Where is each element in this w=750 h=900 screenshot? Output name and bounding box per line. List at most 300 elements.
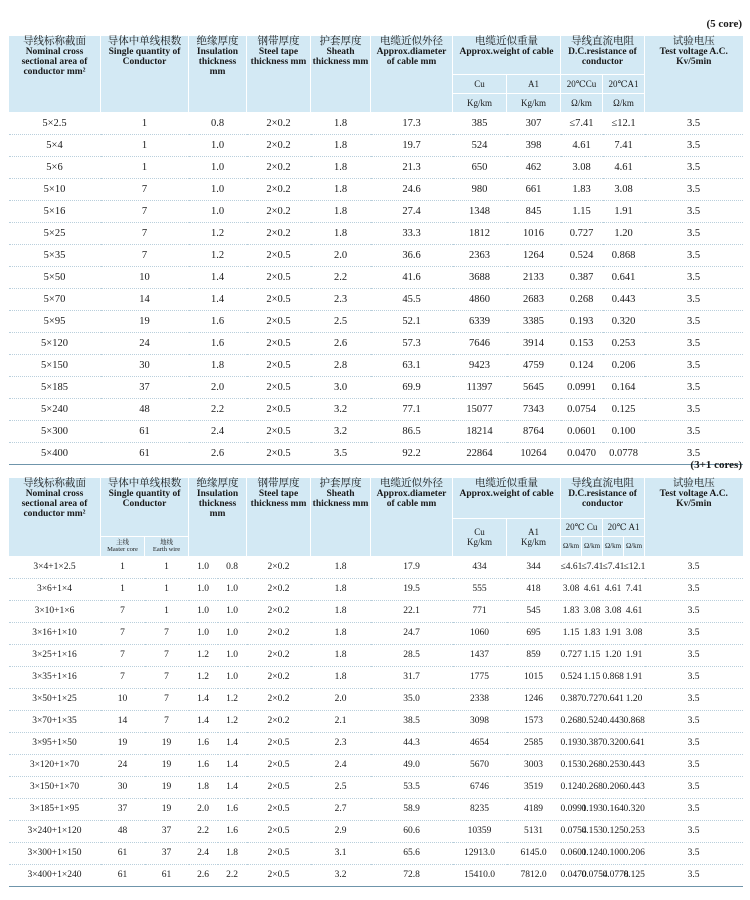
table-cell: 2×0.2 bbox=[247, 156, 311, 178]
table-cell: 0.727 bbox=[582, 688, 603, 710]
table-cell: 1.15 bbox=[561, 622, 582, 644]
table-cell: 1.2 bbox=[189, 666, 218, 688]
table-cell: 545 bbox=[507, 600, 561, 622]
table-cell: 5×6 bbox=[9, 156, 101, 178]
table-row bbox=[9, 754, 743, 776]
header-weight: 电缆近似重量 Approx.weight of cable bbox=[453, 36, 561, 74]
table-row bbox=[9, 842, 743, 864]
table-cell: 37 bbox=[145, 842, 189, 864]
table-cell: 3×70+1×35 bbox=[9, 710, 101, 732]
table-cell: 0.206 bbox=[624, 842, 645, 864]
table-cell: 0.125 bbox=[603, 820, 624, 842]
table-cell: 4.61 bbox=[624, 600, 645, 622]
table-cell: 1.91 bbox=[624, 666, 645, 688]
table-cell: 1 bbox=[101, 156, 189, 178]
table-cell: 3.5 bbox=[645, 864, 743, 886]
table-cell: 2363 bbox=[453, 244, 507, 266]
table-row bbox=[9, 398, 743, 420]
table-cell: 2×0.2 bbox=[247, 178, 311, 200]
table-row bbox=[9, 266, 743, 288]
table-cell: 1.8 bbox=[311, 200, 371, 222]
table-cell: 19 bbox=[145, 732, 189, 754]
table-cell: 19.5 bbox=[371, 578, 453, 600]
table-cell: 17.3 bbox=[371, 112, 453, 134]
table-cell: 2133 bbox=[507, 266, 561, 288]
table-cell: 2×0.5 bbox=[247, 354, 311, 376]
table-cell: 3.5 bbox=[645, 288, 743, 310]
table-cell: 72.8 bbox=[371, 864, 453, 886]
table-cell: 3×35+1×16 bbox=[9, 666, 101, 688]
table-cell: 7343 bbox=[507, 398, 561, 420]
table-cell: 36.6 bbox=[371, 244, 453, 266]
table-cell: 17.9 bbox=[371, 556, 453, 578]
table-cell: 0.8 bbox=[218, 556, 247, 578]
table-cell: 2.5 bbox=[311, 776, 371, 798]
header-unit-ohm-al: Ω/km bbox=[603, 93, 645, 112]
table-cell: 1.0 bbox=[218, 644, 247, 666]
table-cell: 2×0.2 bbox=[247, 578, 311, 600]
table-cell: ≤7.41 bbox=[582, 556, 603, 578]
table-cell: 2×0.2 bbox=[247, 666, 311, 688]
table-cell: 5×400 bbox=[9, 442, 101, 464]
table-cell: 2×0.2 bbox=[247, 200, 311, 222]
table-cell: 45.5 bbox=[371, 288, 453, 310]
table-row bbox=[9, 156, 743, 178]
table-cell: 0.641 bbox=[603, 688, 624, 710]
table-cell: 8764 bbox=[507, 420, 561, 442]
table-cell: 7 bbox=[101, 178, 189, 200]
table-cell: 24 bbox=[101, 754, 145, 776]
table-cell: 1016 bbox=[507, 222, 561, 244]
table-cell: 7.41 bbox=[624, 578, 645, 600]
header-insulation: 绝缘厚度 Insulation thickness mm bbox=[189, 36, 247, 112]
table-cell: 3914 bbox=[507, 332, 561, 354]
table-cell: 0.193 bbox=[561, 310, 603, 332]
table-cell: 41.6 bbox=[371, 266, 453, 288]
table-cell: 1.91 bbox=[624, 644, 645, 666]
table-cell: 1015 bbox=[507, 666, 561, 688]
table-cell: 0.387 bbox=[561, 266, 603, 288]
table-cell: 4189 bbox=[507, 798, 561, 820]
table-row bbox=[9, 776, 743, 798]
header-diameter: 电缆近似外径 Approx.diameter of cable mm bbox=[371, 36, 453, 112]
table-cell: 2.2 bbox=[218, 864, 247, 886]
table-cell: 24.7 bbox=[371, 622, 453, 644]
table-row bbox=[9, 244, 743, 266]
table-cell: 0.0991 bbox=[561, 798, 582, 820]
table-cell: 2×0.2 bbox=[247, 644, 311, 666]
table-cell: 3.5 bbox=[645, 420, 743, 442]
table1-caption: (5 core) bbox=[706, 18, 742, 30]
table-cell: 7 bbox=[145, 710, 189, 732]
table-cell: 3.08 bbox=[624, 622, 645, 644]
table-cell: 5×10 bbox=[9, 178, 101, 200]
table-cell: 8235 bbox=[453, 798, 507, 820]
table-cell: 2×0.5 bbox=[247, 842, 311, 864]
table-cell: 1.8 bbox=[311, 222, 371, 244]
table-cell: 4759 bbox=[507, 354, 561, 376]
table-cell: 24.6 bbox=[371, 178, 453, 200]
table-cell: 69.9 bbox=[371, 376, 453, 398]
table-cell: 0.524 bbox=[561, 244, 603, 266]
table-cell: 1.8 bbox=[311, 600, 371, 622]
table-cell: 0.125 bbox=[624, 864, 645, 886]
table-cell: 37 bbox=[101, 376, 189, 398]
table-cell: 1.4 bbox=[218, 732, 247, 754]
table-cell: 61 bbox=[145, 864, 189, 886]
table-cell: 3.5 bbox=[645, 134, 743, 156]
table-cell: 1.8 bbox=[311, 644, 371, 666]
table-cell: 30 bbox=[101, 776, 145, 798]
table-cell: 28.5 bbox=[371, 644, 453, 666]
table-cell: 2.5 bbox=[311, 310, 371, 332]
table-cell: 3.5 bbox=[645, 710, 743, 732]
table-row bbox=[9, 332, 743, 354]
table-cell: 1.15 bbox=[561, 200, 603, 222]
header-unit-kgkm-cu: Kg/km bbox=[453, 93, 507, 112]
table-cell: 3×6+1×4 bbox=[9, 578, 101, 600]
table-cell: 661 bbox=[507, 178, 561, 200]
table-cell: 3×150+1×70 bbox=[9, 776, 101, 798]
table-cell: 3.5 bbox=[645, 842, 743, 864]
table-cell: 0.443 bbox=[603, 710, 624, 732]
table-cell: 3.2 bbox=[311, 864, 371, 886]
header-cu: Cu bbox=[453, 74, 507, 93]
table-cell: 3.5 bbox=[645, 442, 743, 464]
table-cell: 434 bbox=[453, 556, 507, 578]
table-cell: 0.0601 bbox=[561, 420, 603, 442]
table-cell: 7 bbox=[101, 200, 189, 222]
table-cell: 3.5 bbox=[645, 578, 743, 600]
table-cell: 1.0 bbox=[218, 578, 247, 600]
table-cell: 1.6 bbox=[189, 332, 247, 354]
table-cell: 19.7 bbox=[371, 134, 453, 156]
table-cell: 1.4 bbox=[218, 754, 247, 776]
table-cell: 1 bbox=[101, 556, 145, 578]
table-cell: 2×0.5 bbox=[247, 864, 311, 886]
header2-diameter: 电缆近似外径 Approx.diameter of cable mm bbox=[371, 478, 453, 556]
table-cell: 3.08 bbox=[603, 178, 645, 200]
table-cell: 7 bbox=[145, 622, 189, 644]
table-cell: 4.61 bbox=[582, 578, 603, 600]
table-row bbox=[9, 864, 743, 886]
table-row bbox=[9, 420, 743, 442]
table-cell: 695 bbox=[507, 622, 561, 644]
table-cell: 2585 bbox=[507, 732, 561, 754]
table-cell: 27.4 bbox=[371, 200, 453, 222]
table-cell: 0.443 bbox=[624, 754, 645, 776]
table-cell: 2.4 bbox=[189, 420, 247, 442]
table-cell: 2×0.5 bbox=[247, 732, 311, 754]
table-cell: 65.6 bbox=[371, 842, 453, 864]
table-cell: 1.0 bbox=[189, 200, 247, 222]
table-cell: 19 bbox=[145, 776, 189, 798]
table-cell: 1 bbox=[101, 112, 189, 134]
table-cell: 3.08 bbox=[582, 600, 603, 622]
table-cell: 0.320 bbox=[603, 310, 645, 332]
table-row bbox=[9, 798, 743, 820]
table-cell: 1.8 bbox=[189, 776, 218, 798]
table-cell: 1.20 bbox=[603, 644, 624, 666]
table-cell: 3.5 bbox=[645, 798, 743, 820]
table-cell: 3.5 bbox=[645, 310, 743, 332]
table-cell: 2.2 bbox=[189, 398, 247, 420]
table-cell: 2.6 bbox=[311, 332, 371, 354]
table-cell: 1264 bbox=[507, 244, 561, 266]
table-cell: 5×50 bbox=[9, 266, 101, 288]
table-cell: 3.5 bbox=[645, 776, 743, 798]
table-cell: 1.0 bbox=[189, 556, 218, 578]
table-cell: 3×16+1×10 bbox=[9, 622, 101, 644]
table-cell: 307 bbox=[507, 112, 561, 134]
table-cell: 1.15 bbox=[582, 666, 603, 688]
table-cell: 3.5 bbox=[311, 442, 371, 464]
table-cell: 38.5 bbox=[371, 710, 453, 732]
table-cell: 1.8 bbox=[189, 354, 247, 376]
table-cell: 2×0.5 bbox=[247, 266, 311, 288]
table-cell: 44.3 bbox=[371, 732, 453, 754]
table-row bbox=[9, 644, 743, 666]
table-cell: 19 bbox=[101, 732, 145, 754]
table-cell: 3.5 bbox=[645, 376, 743, 398]
table-cell: 2×0.5 bbox=[247, 244, 311, 266]
table-cell: 3.2 bbox=[311, 398, 371, 420]
table-cell: 0.387 bbox=[582, 732, 603, 754]
table-cell: 61 bbox=[101, 442, 189, 464]
table-cell: 2.8 bbox=[311, 354, 371, 376]
header-al: A1 bbox=[507, 74, 561, 93]
table-cell: 1.20 bbox=[603, 222, 645, 244]
table-cell: 7 bbox=[101, 644, 145, 666]
table-cell: 0.253 bbox=[603, 754, 624, 776]
table-cell: 1.2 bbox=[189, 644, 218, 666]
header2-unit-ohm-2: Ω/km bbox=[582, 536, 603, 556]
table-cell: 0.641 bbox=[624, 732, 645, 754]
table-cell: 1.91 bbox=[603, 200, 645, 222]
table-cell: 3.5 bbox=[645, 820, 743, 842]
table-cell: 14 bbox=[101, 710, 145, 732]
table-cell: 7 bbox=[101, 622, 145, 644]
table-cell: 58.9 bbox=[371, 798, 453, 820]
table-cell: 63.1 bbox=[371, 354, 453, 376]
table-cell: 2×0.2 bbox=[247, 710, 311, 732]
table-cell: 1.6 bbox=[189, 754, 218, 776]
table-cell: 1.8 bbox=[311, 622, 371, 644]
table-row bbox=[9, 688, 743, 710]
table-cell: 0.641 bbox=[603, 266, 645, 288]
table-cell: 2.0 bbox=[311, 688, 371, 710]
table-cell: 5×300 bbox=[9, 420, 101, 442]
table-cell: 3.5 bbox=[645, 200, 743, 222]
table-cell: 5×185 bbox=[9, 376, 101, 398]
table-cell: 49.0 bbox=[371, 754, 453, 776]
table-cell: 3×300+1×150 bbox=[9, 842, 101, 864]
table-cell: 1.15 bbox=[582, 644, 603, 666]
table-cell: 2×0.5 bbox=[247, 798, 311, 820]
table-cell: 5131 bbox=[507, 820, 561, 842]
table-cell: 61 bbox=[101, 842, 145, 864]
table-cell: 2.3 bbox=[311, 732, 371, 754]
table-cell: 3.08 bbox=[561, 156, 603, 178]
table-row bbox=[9, 732, 743, 754]
table-cell: 5×2.5 bbox=[9, 112, 101, 134]
table-cell: 1 bbox=[101, 578, 145, 600]
table-cell: 2×0.5 bbox=[247, 442, 311, 464]
table-cell: 3×95+1×50 bbox=[9, 732, 101, 754]
table-cell: 5×120 bbox=[9, 332, 101, 354]
table-cell: 10 bbox=[101, 688, 145, 710]
table-cell: 4860 bbox=[453, 288, 507, 310]
table-cell: 1 bbox=[101, 134, 189, 156]
table-cell: 2683 bbox=[507, 288, 561, 310]
header-voltage: 试验电压 Test voltage A.C. Kv/5min bbox=[645, 36, 743, 112]
table-cell: 2.0 bbox=[311, 244, 371, 266]
table-cell: 2.6 bbox=[189, 864, 218, 886]
table2-caption: (3+1 cores) bbox=[690, 459, 742, 471]
table-cell: 1.8 bbox=[311, 666, 371, 688]
table-cell: 24 bbox=[101, 332, 189, 354]
table-cell: 7 bbox=[145, 688, 189, 710]
table-cell: 1.4 bbox=[218, 776, 247, 798]
table-cell: 3×240+1×120 bbox=[9, 820, 101, 842]
table-cell: 1.0 bbox=[189, 178, 247, 200]
table-cell: 0.868 bbox=[603, 244, 645, 266]
table-cell: 3.08 bbox=[561, 578, 582, 600]
table-cell: 37 bbox=[145, 820, 189, 842]
table-cell: 2.4 bbox=[311, 754, 371, 776]
table-cell: 1.0 bbox=[218, 666, 247, 688]
table-cell: 18214 bbox=[453, 420, 507, 442]
table-cell: 1.83 bbox=[561, 178, 603, 200]
table-cell: 1.4 bbox=[189, 688, 218, 710]
table-cell: 385 bbox=[453, 112, 507, 134]
table-cell: 344 bbox=[507, 556, 561, 578]
table-cell: 2.2 bbox=[189, 820, 218, 842]
table-cell: 0.0778 bbox=[603, 864, 624, 886]
header-r-al: 20℃A1 bbox=[603, 74, 645, 93]
table-cell: 2×0.2 bbox=[247, 622, 311, 644]
table-cell: 1.0 bbox=[189, 622, 218, 644]
table-cell: 3×185+1×95 bbox=[9, 798, 101, 820]
table-row bbox=[9, 288, 743, 310]
table-cell: 0.268 bbox=[561, 710, 582, 732]
table-cell: 2.3 bbox=[311, 288, 371, 310]
table-cell: 0.524 bbox=[561, 666, 582, 688]
table-cell: 0.0754 bbox=[561, 820, 582, 842]
table-cell: 1 bbox=[145, 578, 189, 600]
table-cell: 2.7 bbox=[311, 798, 371, 820]
table-cell: 3519 bbox=[507, 776, 561, 798]
table-cell: 5670 bbox=[453, 754, 507, 776]
table-cell: 2×0.5 bbox=[247, 820, 311, 842]
table-cell: 5×240 bbox=[9, 398, 101, 420]
table-cell: 0.206 bbox=[603, 776, 624, 798]
table-cell: 0.124 bbox=[561, 776, 582, 798]
table-cell: 1437 bbox=[453, 644, 507, 666]
table-cell: 2×0.5 bbox=[247, 754, 311, 776]
table-row bbox=[9, 376, 743, 398]
header2-unit-ohm-4: Ω/km bbox=[624, 536, 645, 556]
table-cell: 3.5 bbox=[645, 332, 743, 354]
table-cell: 3688 bbox=[453, 266, 507, 288]
table-cell: 1.8 bbox=[311, 578, 371, 600]
table-cell: 0.164 bbox=[603, 798, 624, 820]
table-cell: 1.6 bbox=[189, 310, 247, 332]
header2-unit-ohm-1: Ω/km bbox=[561, 536, 582, 556]
table-cell: 0.727 bbox=[561, 222, 603, 244]
table-cell: 3.5 bbox=[645, 600, 743, 622]
table-cell: ≤7.41 bbox=[603, 556, 624, 578]
table-cell: 0.443 bbox=[624, 776, 645, 798]
table-cell: 1.2 bbox=[218, 688, 247, 710]
table-cell: 3.5 bbox=[645, 754, 743, 776]
table-cell: 9423 bbox=[453, 354, 507, 376]
table-cell: 5645 bbox=[507, 376, 561, 398]
table-cell: 3.5 bbox=[645, 622, 743, 644]
table-cell: 0.253 bbox=[624, 820, 645, 842]
table-row bbox=[9, 556, 743, 578]
table-cell: 0.153 bbox=[561, 332, 603, 354]
header-r-cu: 20℃Cu bbox=[561, 74, 603, 93]
table2-body bbox=[9, 556, 743, 886]
table-cell: 5×70 bbox=[9, 288, 101, 310]
header-single: 导体中单线根数 Single quantity of Conductor bbox=[101, 36, 189, 112]
table-cell: 0.868 bbox=[624, 710, 645, 732]
table-cell: 3.08 bbox=[603, 600, 624, 622]
table-cell: 3×120+1×70 bbox=[9, 754, 101, 776]
table-cell: 1.8 bbox=[311, 556, 371, 578]
table-cell: 53.5 bbox=[371, 776, 453, 798]
table-cell: 3.5 bbox=[645, 688, 743, 710]
table-cell: 418 bbox=[507, 578, 561, 600]
table-cell: 1.0 bbox=[218, 600, 247, 622]
table-row bbox=[9, 134, 743, 156]
header2-earth-wire: 地线 Earth wire bbox=[145, 536, 189, 556]
table-cell: 1.8 bbox=[311, 156, 371, 178]
table-cell: 7 bbox=[101, 600, 145, 622]
table-cell: 2×0.5 bbox=[247, 398, 311, 420]
table-cell: 650 bbox=[453, 156, 507, 178]
table-cell: 0.100 bbox=[603, 842, 624, 864]
table-cell: 859 bbox=[507, 644, 561, 666]
table-cell: 3.5 bbox=[645, 556, 743, 578]
table-cell: 0.868 bbox=[603, 666, 624, 688]
table-cell: 3.5 bbox=[645, 244, 743, 266]
table-cell: 980 bbox=[453, 178, 507, 200]
table-cell: 37 bbox=[101, 798, 145, 820]
table-cell: 2.1 bbox=[311, 710, 371, 732]
table-cell: 2×0.5 bbox=[247, 288, 311, 310]
header2-sheath: 护套厚度 Sheath thickness mm bbox=[311, 478, 371, 556]
table-cell: 3.2 bbox=[311, 420, 371, 442]
table-cell: 0.153 bbox=[582, 820, 603, 842]
table-cell: 524 bbox=[453, 134, 507, 156]
table-row bbox=[9, 200, 743, 222]
table-cell: 0.0991 bbox=[561, 376, 603, 398]
table-cell: 1.6 bbox=[218, 820, 247, 842]
table-cell: 3×10+1×6 bbox=[9, 600, 101, 622]
table-cell: 1.4 bbox=[189, 710, 218, 732]
table-row bbox=[9, 666, 743, 688]
table-cell: 0.268 bbox=[561, 288, 603, 310]
table-cell: 2×0.2 bbox=[247, 688, 311, 710]
table-cell: 0.387 bbox=[561, 688, 582, 710]
table-cell: 1.2 bbox=[218, 710, 247, 732]
table-cell: 3×4+1×2.5 bbox=[9, 556, 101, 578]
table-row bbox=[9, 222, 743, 244]
table-cell: 3385 bbox=[507, 310, 561, 332]
table-cell: 19 bbox=[101, 310, 189, 332]
